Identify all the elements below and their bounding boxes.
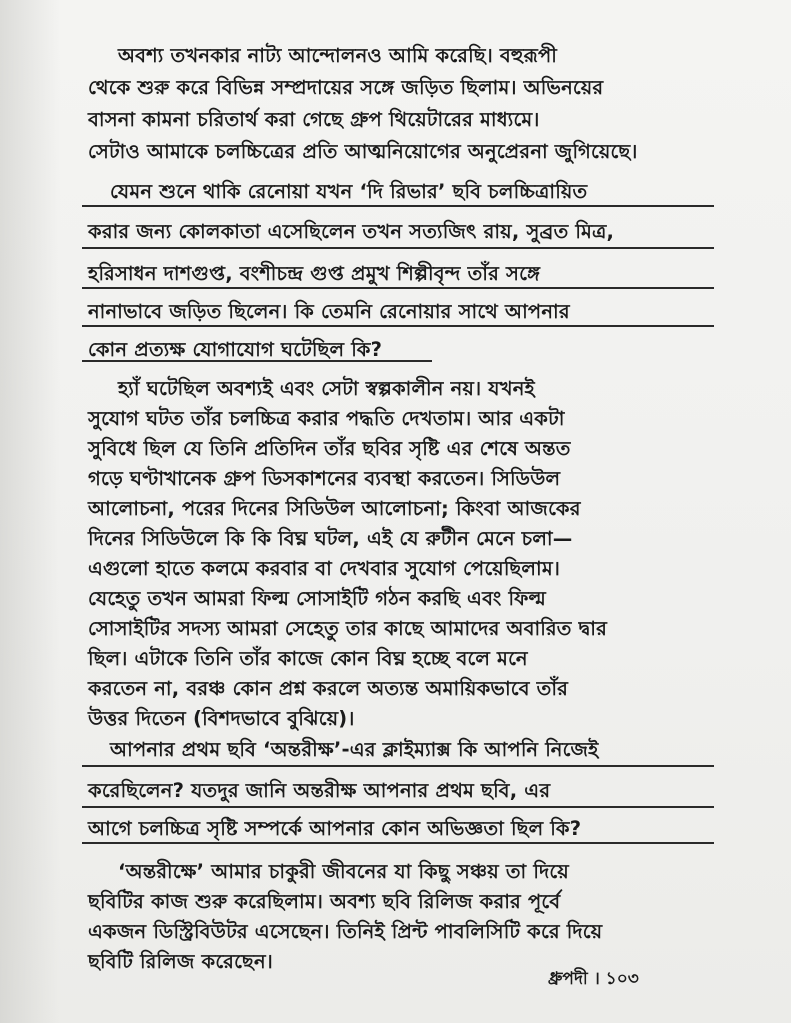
underline bbox=[82, 205, 714, 207]
text-line: নানাভাবে জড়িত ছিলেন। কি তেমনি রেনোয়ার সাথে আপনার bbox=[88, 300, 570, 323]
text-line: দিনের সিডিউলে কি কি বিঘ্ন ঘটল, এই যে রুটীন মেনে চলা— bbox=[88, 527, 573, 550]
page-footer: ধ্রুপদী । ১০৩ bbox=[548, 969, 639, 989]
text-line: ছবিটির কাজ শুরু করেছিলাম। অবশ্য ছবি রিলিজ করার পূর্বে bbox=[88, 890, 561, 913]
text-line: গড়ে ঘণ্টাখানেক গ্রুপ ডিসকাশনের ব্যবস্থা করতেন। সিডিউল bbox=[88, 467, 561, 490]
text-line: ছবিটি রিলিজ করেছেন। bbox=[88, 950, 273, 973]
text-line: হ্যাঁ ঘটেছিল অবশ্যই এবং সেটা স্বল্পকালীন নয়। যখনই bbox=[118, 377, 535, 400]
underline bbox=[82, 247, 714, 249]
text-line: অবশ্য তখনকার নাট্য আন্দোলনও আমি করেছি। বহুরূপী bbox=[118, 44, 557, 67]
text-line: সোসাইটির সদস্য আমরা সেহেতু তার কাছে আমাদের অবারিত দ্বার bbox=[88, 617, 607, 640]
underline bbox=[82, 325, 714, 327]
text-line: একজন ডিস্ট্রিবিউটর এসেছেন। তিনিই প্রিন্ট পাবলিসিটি করে দিয়ে bbox=[88, 920, 603, 943]
underline bbox=[82, 287, 714, 289]
underline bbox=[82, 806, 714, 808]
text-line: করতেন না, বরঞ্চ কোন প্রশ্ন করলে অত্যন্ত অমায়িকভাবে তাঁর bbox=[88, 677, 569, 700]
text-line: থেকে শুরু করে বিভিন্ন সম্প্রদায়ের সঙ্গে জড়িত ছিলাম। অভিনয়ের bbox=[88, 76, 604, 99]
text-line: সেটাও আমাকে চলচ্চিত্রের প্রতি আত্মনিয়োগের অনুপ্রেরনা জুগিয়েছে। bbox=[88, 140, 638, 163]
text-line: সুবিধে ছিল যে তিনি প্রতিদিন তাঁর ছবির সৃষ্টি এর শেষে অন্তত bbox=[88, 437, 571, 460]
underline bbox=[82, 765, 714, 767]
text-line: উত্তর দিতেন (বিশদভাবে বুঝিয়ে)। bbox=[88, 707, 355, 730]
text-line: হরিসাধন দাশগুপ্ত, বংশীচন্দ্র গুপ্ত প্রমুখ শিল্পীবৃন্দ তাঁর সঙ্গে bbox=[88, 262, 541, 285]
text-line: ছিল। এটাকে তিনি তাঁর কাজে কোন বিঘ্ন হচ্ছে বলে মনে bbox=[88, 647, 528, 670]
text-line: ‘অন্তরীক্ষে’ আমার চাকুরী জীবনের যা কিছু সঞ্চয় তা দিয়ে bbox=[118, 860, 569, 883]
text-line: কোন প্রত্যক্ষ যোগাযোগ ঘটেছিল কি? bbox=[88, 338, 383, 361]
underline bbox=[82, 360, 432, 362]
text-line: বাসনা কামনা চরিতার্থ করা গেছে গ্রুপ থিয়েটারের মাধ্যমে। bbox=[88, 108, 540, 131]
text-line: করেছিলেন? যতদুর জানি অন্তরীক্ষ আপনার প্রথম ছবি, এর bbox=[88, 779, 551, 802]
text-line: করার জন্য কোলকাতা এসেছিলেন তখন সত্যজিৎ রায়, সুব্রত মিত্র, bbox=[88, 220, 615, 243]
underline bbox=[82, 842, 714, 844]
text-line: আপনার প্রথম ছবি ‘অন্তরীক্ষ’-এর ক্লাইম্যাক্স কি আপনি নিজেই bbox=[110, 738, 599, 761]
text-line: আলোচনা, পরের দিনের সিডিউল আলোচনা; কিংবা আজকের bbox=[88, 497, 581, 520]
text-line: যেহেতু তখন আমরা ফিল্ম সোসাইটি গঠন করছি এবং ফিল্ম bbox=[88, 587, 547, 610]
text-line: সুযোগ ঘটত তাঁর চলচ্চিত্র করার পদ্ধতি দেখতাম। আর একটা bbox=[88, 407, 565, 430]
text-line: এগুলো হাতে কলমে করবার বা দেখবার সুযোগ পেয়েছিলাম। bbox=[88, 557, 561, 580]
text-line: আগে চলচ্চিত্র সৃষ্টি সম্পর্কে আপনার কোন অভিজ্ঞতা ছিল কি? bbox=[88, 817, 582, 840]
text-line: যেমন শুনে থাকি রেনোয়া যখন ‘দি রিভার’ ছবি চলচ্চিত্রায়িত bbox=[110, 180, 588, 203]
